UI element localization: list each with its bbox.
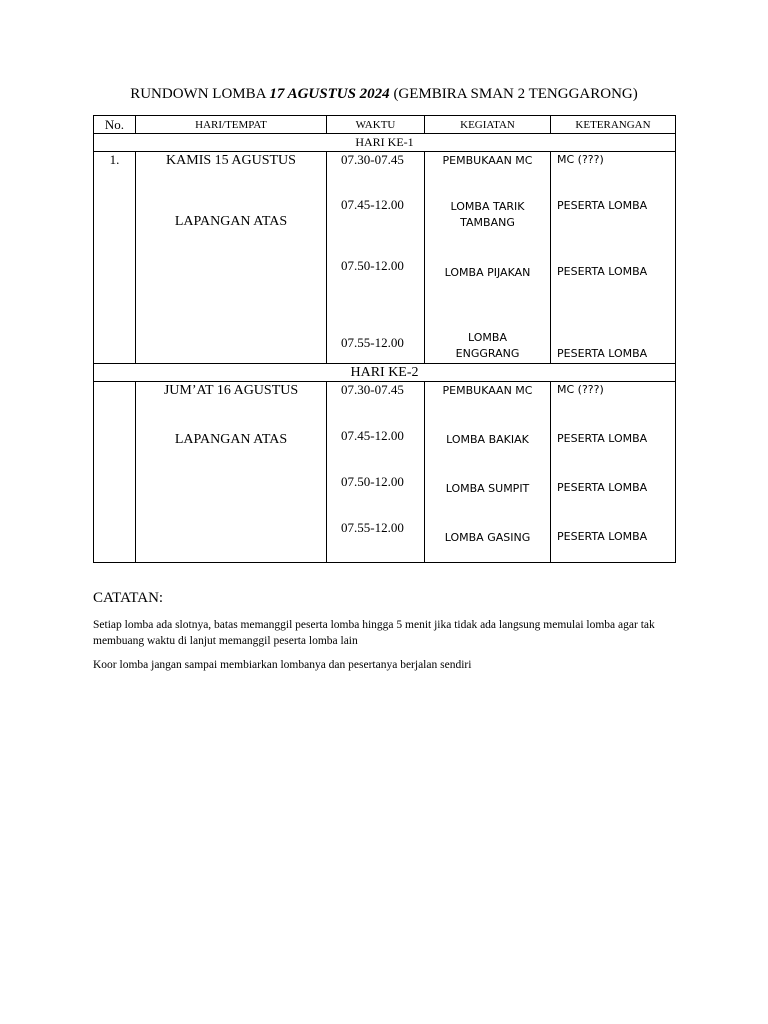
day-band-row — [94, 364, 676, 382]
note: PESERTA LOMBA — [557, 481, 648, 494]
note: PESERTA LOMBA — [557, 265, 648, 278]
header-keterangan: KETERANGAN — [551, 116, 676, 134]
time-slot: 07.45-12.00 — [341, 197, 404, 212]
activity: LOMBA TARIK TAMBANG — [450, 200, 525, 229]
time-slot: 07.45-12.00 — [341, 428, 404, 443]
table-row — [94, 382, 676, 563]
row-number — [94, 382, 136, 563]
keterangan-cell — [551, 382, 676, 563]
note: MC (???) — [557, 383, 604, 396]
day-band-row — [94, 134, 676, 152]
time-slot: 07.55-12.00 — [341, 520, 404, 535]
header-no: No. — [94, 116, 136, 134]
note-paragraph: Setiap lomba ada slotnya, batas memanggil peserta lomba hingga 5 menit jika tidak ada langsung memulai lomba agar tak membuang waktu di lanjut memanggil peserta lomba lain — [93, 619, 655, 647]
note: PESERTA LOMBA — [557, 432, 648, 445]
header-waktu: WAKTU — [327, 116, 425, 134]
activity: LOMBA PIJAKAN — [444, 266, 531, 279]
activity: LOMBA BAKIAK — [446, 433, 529, 446]
kegiatan-cell — [425, 382, 551, 563]
note-paragraph: Koor lomba jangan sampai membiarkan lombanya dan pesertanya berjalan sendiri — [93, 659, 472, 671]
document-title — [0, 86, 768, 103]
row-number: 1. — [94, 152, 136, 364]
time-slot: 07.50-12.00 — [341, 258, 404, 273]
note: PESERTA LOMBA — [557, 199, 648, 212]
activity: LOMBA ENGGRANG — [455, 331, 520, 360]
header-hari-tempat: HARI/TEMPAT — [136, 116, 327, 134]
header-kegiatan: KEGIATAN — [425, 116, 551, 134]
day-label: JUM’AT 16 AGUSTUS — [163, 383, 299, 398]
note: MC (???) — [557, 153, 604, 166]
waktu-cell — [327, 152, 425, 364]
kegiatan-cell — [425, 152, 551, 364]
note: PESERTA LOMBA — [557, 530, 648, 543]
activity: LOMBA SUMPIT — [445, 482, 530, 495]
day-place-cell — [136, 382, 327, 563]
title-prefix: RUNDOWN LOMBA — [130, 86, 270, 102]
time-slot: 07.30-07.45 — [341, 152, 404, 167]
venue-label: LAPANGAN ATAS — [174, 214, 288, 229]
time-slot: 07.30-07.45 — [341, 382, 404, 397]
table-row — [94, 152, 676, 364]
day-place-cell — [136, 152, 327, 364]
keterangan-cell — [551, 152, 676, 364]
day-label: KAMIS 15 AGUSTUS — [166, 153, 296, 168]
time-slot: 07.50-12.00 — [341, 474, 404, 489]
day-band-label: HARI KE-2 — [94, 364, 676, 382]
title-emphasis: 17 AGUSTUS 2024 — [269, 86, 390, 102]
activity: PEMBUKAAN MC — [442, 384, 533, 397]
table-header-row — [94, 116, 676, 134]
note: PESERTA LOMBA — [557, 347, 648, 360]
time-slot: 07.55-12.00 — [341, 335, 404, 350]
rundown-table — [93, 115, 676, 563]
title-suffix: (GEMBIRA SMAN 2 TENGGARONG) — [389, 86, 638, 102]
notes-heading: CATATAN: — [93, 590, 164, 606]
waktu-cell — [327, 382, 425, 563]
activity: LOMBA GASING — [444, 531, 531, 544]
venue-label: LAPANGAN ATAS — [174, 432, 288, 447]
day-band-label: HARI KE-1 — [94, 134, 676, 152]
activity: PEMBUKAAN MC — [442, 154, 533, 167]
